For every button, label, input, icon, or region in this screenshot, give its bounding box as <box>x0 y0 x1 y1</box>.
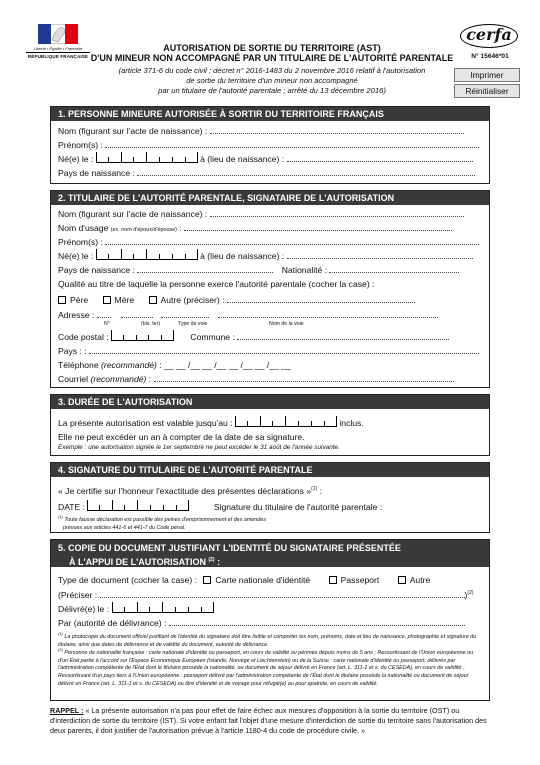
adresse-nom-caption: Nom de la voie <box>269 321 304 327</box>
section4-note-line1 <box>58 514 483 525</box>
parent-prenoms-field[interactable] <box>105 236 479 245</box>
adresse-bis-caption: (bis, ter) <box>141 321 161 327</box>
pere-checkbox[interactable] <box>58 296 66 304</box>
signature-date-field[interactable] <box>87 501 189 511</box>
minor-birthplace-label: à (lieu de naissance) : <box>200 154 285 164</box>
autre-label: Autre (préciser) : <box>160 295 225 305</box>
rappel-label: RAPPEL : <box>50 706 84 715</box>
delivre-row <box>58 603 483 615</box>
section5-title <box>51 540 489 567</box>
marianne-logo-icon <box>38 24 78 44</box>
valable-date-field[interactable] <box>235 417 337 427</box>
parent-adresse-row <box>58 309 483 321</box>
subtitle-line1: (article 371-6 du code civil ; décret n° 2016-1483 du 2 novembre 2016 relatif à l'autorisation <box>118 66 426 75</box>
parent-pays-field[interactable] <box>137 264 273 273</box>
section5-note2-text: Personne de nationalité française : carte nationale d'identité ou passeport, en cours de validité ou périmés depuis moins de 5 ans ; Ressortissant de l'Union européenne ou d'un État partie à l'accord sur l'Espace Économique Européen (Islande, Norvège et Liechtenstein) ou de la Suisse : carte nationale d'identité ou passeport, délivrés par l'administration compétente de l'État dont le titulaire possède la nationalité, ou document de séjour délivré en France (art. L. 311-1 et s. du CESEDA), en cours de validité ; Ressortissant d'un pays tiers à l'Union européenne : passeport délivré par l'administration compétente de l'État dont le titulaire possède la nationalité ou document de séjour délivré en France (art. L. 311-1 et s. du CESEDA) ou titre d'identité et de voyage pour réfugié(e) ou pour apatride, en cours de validité. <box>58 649 474 688</box>
section-minor <box>50 106 490 184</box>
courriel-label: Courriel <box>58 374 89 384</box>
commune-label: Commune : <box>190 332 235 342</box>
adresse-type-field[interactable] <box>161 309 209 318</box>
parent-prenoms-row <box>58 236 483 248</box>
delivre-label: Délivré(e) le : <box>58 604 110 614</box>
preciser-field[interactable] <box>100 589 465 598</box>
rappel-text: « La présente autorisation n'a pas pour effet de faire échec aux mesures d'opposition à la sortie du territoire (OST) ou d'interdiction de sortie du territoire (IST). Si votre enfant fait l'objet d'une mesure d'interdiction de sortie du territoire sans l'autorisation des deux parents, il doit justifier de l'autorisation prévue à l'article 1180-4 du code de procédure civile. » <box>50 706 487 736</box>
autre-doc-checkbox[interactable] <box>398 576 406 584</box>
section-document <box>50 539 490 701</box>
telephone-field[interactable]: : __ __ /__ __ /__ __ /__ __ /__ __ <box>159 360 291 370</box>
section5-title-line1: 5. COPIE DU DOCUMENT JUSTIFIANT L'IDENTITÉ DU SIGNATAIRE PRÉSENTÉE <box>58 543 401 553</box>
section5-note1-text: La photocopie du document officiel justifiant de l'identité du signataire doit être lisible et comporter les nom, prénoms, date et lieu de naissance, photographie et signature du titulaire, ainsi que dates de délivrance et de validité du document, autorité de délivrance. <box>58 633 477 648</box>
preciser-label: (Préciser : <box>58 589 98 600</box>
minor-prenoms-row <box>58 139 483 151</box>
adresse-num-field[interactable] <box>97 309 111 318</box>
section-signature <box>50 462 490 533</box>
cerfa-logo: cerfa <box>460 24 518 48</box>
autre-doc-label: Autre <box>409 575 431 585</box>
parent-birthdate-label: Né(e) le : <box>58 251 94 261</box>
parent-birthplace-field[interactable] <box>287 250 473 259</box>
valable-row <box>58 417 483 429</box>
minor-pays-row <box>58 167 483 179</box>
section5-note1-ref: (1) <box>58 631 63 636</box>
section4-note <box>58 514 483 532</box>
motto: Liberté • Égalité • Fraternité <box>33 46 83 51</box>
code-postal-label: Code postal : <box>58 332 109 342</box>
parent-pays-row <box>58 264 483 276</box>
telephone-label: Téléphone <box>58 360 99 370</box>
exemple-text: Exemple : une autorisation signée le 1er septembre ne peut excéder le 31 août de l'année suivante. <box>58 444 340 451</box>
reset-button[interactable]: Réinitialiser <box>454 84 520 98</box>
parent-qualite-options <box>58 294 483 306</box>
minor-birthdate-field[interactable] <box>96 153 198 163</box>
minor-prenoms-field[interactable] <box>105 139 479 148</box>
parent-prenoms-label: Prénom(s) : <box>58 237 103 247</box>
minor-nom-field[interactable] <box>210 125 464 134</box>
passeport-checkbox[interactable] <box>329 576 337 584</box>
print-button[interactable]: Imprimer <box>454 68 520 82</box>
certifie-row: « Je certifie sur l'honneur l'exactitude des présentes déclarations »$^{(1)}$ : <box>58 485 323 496</box>
adresse-type-caption: Type de voie <box>178 321 208 327</box>
subtitle-line2: de sortie du territoire d'un mineur non accompagné <box>186 75 358 85</box>
section2-title: 2. TITULAIRE DE L'AUTORITÉ PARENTALE, SIGNATAIRE DE L'AUTORISATION <box>51 191 489 205</box>
subtitle-line3: par un titulaire de l'autorité parentale ; arrêté du 13 décembre 2016) <box>158 85 386 95</box>
parent-nom-usage-label: Nom d'usage <box>58 223 109 233</box>
parent-nationalite-label: Nationalité : <box>281 265 328 275</box>
parent-nationalite-field[interactable] <box>329 264 459 273</box>
telephone-hint: (recommandé) <box>101 360 157 370</box>
section4-note-line2: prévues aux articles 441-6 et 441-7 du Code pénal. <box>63 524 186 531</box>
section-parent <box>50 190 490 388</box>
parent-birth-row <box>58 250 483 262</box>
parent-birthdate-field[interactable] <box>96 250 198 260</box>
inclus-label: inclus. <box>339 418 364 428</box>
section5-title-line2-wrap: À L'APPUI DE L'AUTORISATION $^{(2)}$ : <box>69 557 221 567</box>
date-label: DATE : <box>58 502 86 512</box>
parent-pays-label: Pays de naissance : <box>58 265 135 275</box>
preciser-row: (Préciser : )$^{(2)}$ <box>58 589 474 600</box>
delivre-date-field[interactable] <box>112 603 214 613</box>
parent-birthplace-label: à (lieu de naissance) : <box>200 251 285 261</box>
parent-nom-label: Nom (figurant sur l'acte de naissance) : <box>58 209 208 219</box>
section5-note2-ref: (2) <box>58 647 63 652</box>
parent-nom-usage-field[interactable] <box>184 222 452 231</box>
cni-checkbox[interactable] <box>203 576 211 584</box>
form-title-line1: AUTORISATION DE SORTIE DU TERRITOIRE (AST) <box>163 43 381 53</box>
minor-nom-label: Nom (figurant sur l'acte de naissance) : <box>58 126 208 136</box>
pays-addr-label: Pays : <box>58 346 82 356</box>
minor-birth-row <box>58 153 483 165</box>
republique-francaise-logo <box>26 24 90 58</box>
signature-label: Signature du titulaire de l'autorité parentale : <box>213 502 383 512</box>
parent-code-postal-row <box>58 331 483 343</box>
pere-label: Père <box>70 295 89 305</box>
autorite-row <box>58 617 483 629</box>
certifie-ref: (1) <box>311 486 318 492</box>
autorite-label: Par (autorité de délivrance) : <box>58 618 167 628</box>
parent-qualite-label: Qualité au titre de laquelle la personne exerce l'autorité parentale (cocher la case) : <box>58 279 375 289</box>
parent-telephone-row <box>58 359 483 371</box>
mere-checkbox[interactable] <box>103 296 111 304</box>
limite-text: Elle ne peut excéder un an à compter de la date de sa signature. <box>58 432 305 442</box>
courriel-hint: (recommandé) <box>90 374 147 384</box>
minor-prenoms-label: Prénom(s) : <box>58 140 103 150</box>
adresse-num-caption: N° <box>104 321 110 327</box>
minor-pays-field[interactable] <box>137 167 475 176</box>
minor-birthdate-label: Né(e) le : <box>58 154 94 164</box>
section3-title: 3. DURÉE DE L'AUTORISATION <box>51 395 489 409</box>
republique-label: RÉPUBLIQUE FRANÇAISE <box>27 54 89 59</box>
valable-label: La présente autorisation est valable jusqu'au : <box>58 418 233 428</box>
form-subtitle <box>82 66 462 96</box>
form-title-line2: D'UN MINEUR NON ACCOMPAGNÉ PAR UN TITULAIRE DE L'AUTORITÉ PARENTALE <box>90 53 454 63</box>
parent-adresse-label: Adresse : <box>58 310 95 320</box>
section-duree <box>50 394 490 456</box>
code-postal-field[interactable] <box>111 331 174 341</box>
type-doc-label: Type de document (cocher la case) : <box>58 575 198 585</box>
passeport-label: Passeport <box>340 575 380 585</box>
section4-note-ref: (1) <box>58 514 63 519</box>
commune-field[interactable] <box>237 331 449 340</box>
mere-label: Mère <box>114 295 135 305</box>
section1-title: 1. PERSONNE MINEURE AUTORISÉE À SORTIR DU TERRITOIRE FRANÇAIS <box>51 107 489 121</box>
parent-nom-row <box>58 208 483 220</box>
section5-title-ref: (2) <box>208 557 215 563</box>
autorite-field[interactable] <box>169 617 465 626</box>
section5-note2 <box>58 647 483 689</box>
autre-preciser-field[interactable] <box>227 294 415 303</box>
form-title-block <box>82 43 462 96</box>
adresse-nom-field[interactable] <box>218 309 438 318</box>
adresse-bis-field[interactable] <box>121 309 153 318</box>
parent-pays-addr-row: Pays : : <box>58 345 483 357</box>
preciser-ref: (2) <box>467 590 474 596</box>
minor-pays-label: Pays de naissance : <box>58 168 135 178</box>
minor-nom-row <box>58 125 483 137</box>
courriel-field[interactable] <box>154 373 454 382</box>
section4-title: 4. SIGNATURE DU TITULAIRE DE L'AUTORITÉ PARENTALE <box>51 463 489 477</box>
section4-note-text1: Toute fausse déclaration est passible des peines d'emprisonnement et des amendes <box>64 516 266 523</box>
minor-birthplace-field[interactable] <box>287 153 473 162</box>
parent-nom-usage-row: Nom d'usage (ex. nom d'époux/d'épouse) : <box>58 222 483 234</box>
cni-label: Carte nationale d'identité <box>215 575 311 585</box>
parent-courriel-row: Courriel (recommandé) : <box>58 373 483 385</box>
section5-title-line2: À L'APPUI DE L'AUTORISATION <box>69 557 206 567</box>
cerfa-number: N° 15646*01 <box>471 53 509 60</box>
parent-nom-usage-hint: (ex. nom d'époux/d'épouse) <box>110 227 177 233</box>
certifie-text: « Je certifie sur l'honneur l'exactitude des présentes déclarations » <box>58 485 312 496</box>
date-signature-row <box>58 501 483 513</box>
pays-addr-field[interactable] <box>89 345 479 354</box>
autre-checkbox[interactable] <box>149 296 157 304</box>
parent-nom-field[interactable] <box>210 208 464 217</box>
rappel-block <box>50 706 492 737</box>
type-doc-row <box>58 574 483 586</box>
